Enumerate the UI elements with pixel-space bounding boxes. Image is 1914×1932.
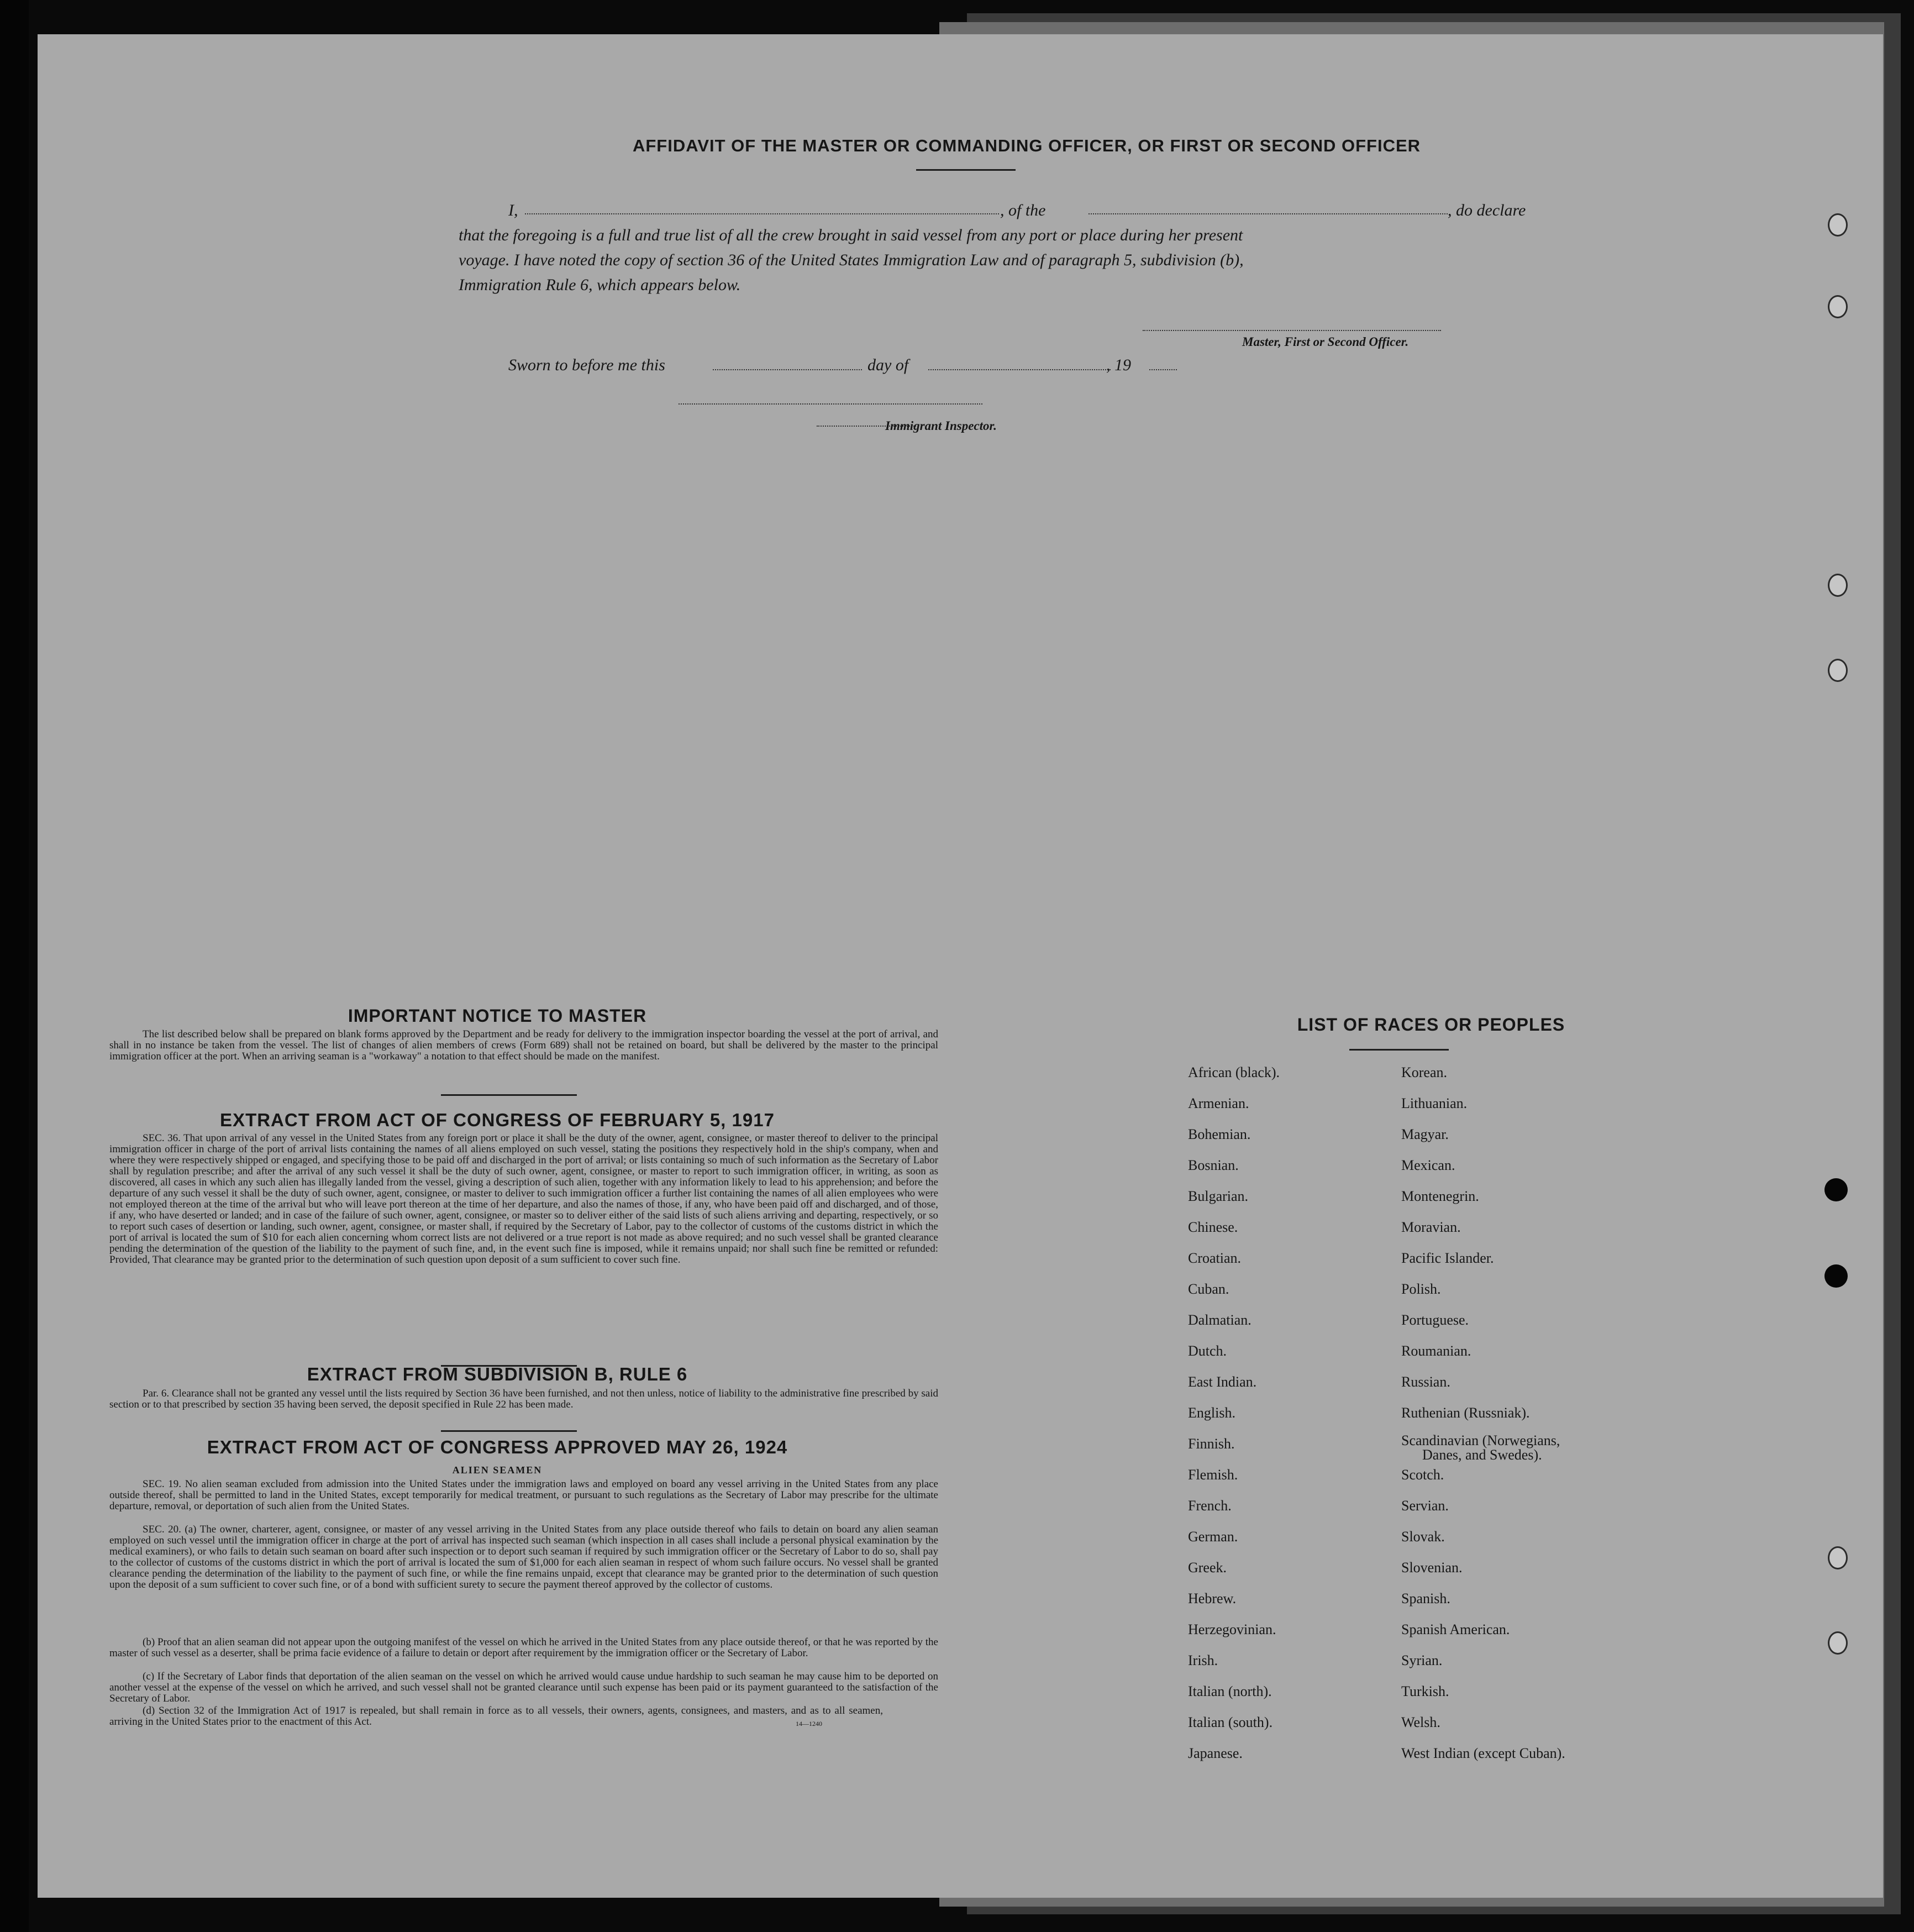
race-left-item: Italian (north). [1188, 1683, 1272, 1699]
inspector-signature-field[interactable] [679, 403, 982, 405]
binder-hole [1828, 574, 1848, 597]
signature-field[interactable] [1143, 330, 1441, 331]
rule6-rule [441, 1430, 577, 1432]
binder-hole-dark [1824, 1178, 1848, 1201]
race-right-item: Roumanian. [1401, 1343, 1471, 1359]
binder-hole-dark [1824, 1264, 1848, 1288]
race-left-item: Flemish. [1188, 1467, 1238, 1483]
race-right-item: Montenegrin. [1401, 1188, 1479, 1204]
race-right-item: Magyar. [1401, 1126, 1449, 1142]
extract-1924-sec19: SEC. 19. No alien seaman excluded from admission into the United States under the immigration laws and employed on board any vessel arriving in the United States from any place outside thereof, shall be permitted to land in the United States, except temporarily for medical treatment, or pursuant to such regulations as the Secretary of Labor may prescribe for the ultimate departure, removal, or deportation of such alien from the United States. [109, 1478, 938, 1512]
race-left-item: Herzegovinian. [1188, 1621, 1276, 1637]
affidavit-of-the: , of the [1000, 201, 1046, 219]
notice-rule [441, 1094, 577, 1096]
race-left-item: English. [1188, 1405, 1235, 1421]
inspector-label: Immigrant Inspector. [885, 419, 997, 433]
race-left-item: East Indian. [1188, 1374, 1257, 1390]
binder-hole [1828, 659, 1848, 682]
race-right-item: Portuguese. [1401, 1312, 1469, 1328]
race-left-item: French. [1188, 1498, 1232, 1514]
races-title: LIST OF RACES OR PEOPLES [1297, 1015, 1565, 1035]
affidavit-do-declare: , do declare [1448, 201, 1526, 219]
extract-1924-title: EXTRACT FROM ACT OF CONGRESS APPROVED MAY 26, 1924 [207, 1437, 788, 1457]
affidavit-line3: voyage. I have noted the copy of section 36 of the United States Immigration Law and of paragraph 5, subdivision (b), [459, 251, 1244, 269]
race-left-item: Croatian. [1188, 1250, 1242, 1266]
race-left-item: Bosnian. [1188, 1157, 1239, 1173]
document-page [38, 34, 1883, 1898]
vessel-field[interactable] [1089, 213, 1448, 214]
race-left-item: Hebrew. [1188, 1590, 1237, 1607]
rule6-text: Par. 6. Clearance shall not be granted any vessel until the lists required by Section 36 have been furnished, and not then unless, notice of liability to the administrative fine prescribed by said section or to that prescribed by section 35 having been served, the deposit specified in Rule 22 has been made. [109, 1388, 938, 1410]
race-right-item: Scandinavian (Norwegians, [1401, 1432, 1560, 1448]
rule6-title: EXTRACT FROM SUBDIVISION B, RULE 6 [307, 1364, 688, 1384]
affidavit-line1 [508, 200, 1547, 222]
form-number: 14—1240 [796, 1720, 822, 1728]
race-right-item: Scotch. [1401, 1467, 1444, 1483]
race-right-item: Mexican. [1401, 1157, 1455, 1173]
race-right-item-continuation: Danes, and Swedes). [1422, 1447, 1542, 1463]
affidavit-line4: Immigration Rule 6, which appears below. [459, 276, 741, 294]
sworn-prefix: Sworn to before me this [508, 356, 665, 374]
affidavit-i: I, [508, 201, 518, 219]
binder-hole [1828, 1631, 1848, 1655]
scan-border [0, 0, 29, 1932]
extract-1924-sec20d: (d) Section 32 of the Immigration Act of 1917 is repealed, but shall remain in force as to all vessels, their owners, agents, consignees, and masters, and as to all seamen, arriving in the United States prior to the enactment of this Act. [109, 1705, 883, 1728]
race-left-item: Japanese. [1188, 1745, 1243, 1761]
race-right-item: Pacific Islander. [1401, 1250, 1494, 1266]
race-right-item: Spanish American. [1401, 1621, 1510, 1637]
race-left-item: Greek. [1188, 1560, 1227, 1576]
race-right-item: Slovak. [1401, 1529, 1445, 1545]
race-left-item: Irish. [1188, 1652, 1218, 1668]
sworn-year: , 19 [1106, 356, 1131, 374]
extract-1917-text: SEC. 36. That upon arrival of any vessel in the United States from any foreign port or place it shall be the duty of the owner, agent, consignee, or master thereof to deliver to the principal immigration officer in charge of the port of arrival lists containing the names of all aliens employed on such vessel, stating the positions they respectively hold in the ship's company, when and where they were respectively shipped or engaged, and specifying those to be paid off and discharged in the port of arrival; or lists containing so much of such information as the Secretary of Labor shall by regulation prescribe; and after the arrival of any such vessel it shall be the duty of such owner, agent, consignee, or master to report to such immigration officer, in writing, as soon as discovered, all cases in which any such alien has illegally landed from the vessel, giving a description of such alien, together with any information likely to lead to his apprehension; and before the departure of any such vessel it shall be the duty of such owner, agent, consignee, or master to deliver to such immigration officer a further list containing the names of all alien employees who were not employed thereon at the time of the arrival but who will leave port thereon at the time of her departure, and also the names of those, if any, who have been paid off and discharged, and of those, if any, who have deserted or landed; and in case of the failure of such owner, agent, consignee, or master so to deliver either of the said lists of such aliens arriving and departing, respectively, or so to report such cases of desertion or landing, such owner, agent, consignee, or master shall, if required by the Secretary of Labor, pay to the collector of customs of the customs district in which the port of arrival is located the sum of $10 for each alien concerning whom correct lists are not delivered or a true report is not made as above required; and no such vessel shall be granted clearance pending the determination of the question of the liability to the payment of such fine, and, in the event such fine is imposed, while it remains unpaid; nor shall such fine be remitted or refunded: Provided, That clearance may be granted prior to the determination of such question upon deposit of a sum sufficient to cover such fine. [109, 1132, 938, 1266]
races-title-rule [1349, 1049, 1449, 1051]
signature-label: Master, First or Second Officer. [1242, 335, 1409, 349]
notice-text: The list described below shall be prepared on blank forms approved by the Department and be ready for delivery to the immigration inspector boarding the vessel at the port of arrival, and shall in no instance be taken from the vessel. The list of changes of alien members of crews (Form 689) shall not be retained on board, but shall be delivered by the master to the principal immigration officer at the port. When an arriving seaman is a "workaway" a notation to that effect should be made on the manifest. [109, 1028, 938, 1062]
sworn-day-of: day of [867, 356, 909, 374]
race-right-item: Servian. [1401, 1498, 1449, 1514]
race-left-item: Cuban. [1188, 1281, 1229, 1297]
race-right-item: Moravian. [1401, 1219, 1461, 1235]
extract-1917-title: EXTRACT FROM ACT OF CONGRESS OF FEBRUARY 5, 1917 [220, 1110, 775, 1130]
extract-1924-sec20b: (b) Proof that an alien seaman did not appear upon the outgoing manifest of the vessel on which he arrived in the United States from any place outside thereof, or that he was reported by the master of such vessel as a deserter, shall be prima facie evidence of a failure to detain or deport after requirement by the immigration officer or the Secretary of Labor. [109, 1636, 938, 1659]
race-left-item: Dalmatian. [1188, 1312, 1252, 1328]
race-left-item: Bulgarian. [1188, 1188, 1249, 1204]
race-left-item: Dutch. [1188, 1343, 1227, 1359]
race-right-item: Turkish. [1401, 1683, 1449, 1699]
affidavit-title-rule [916, 169, 1016, 171]
race-left-item: Italian (south). [1188, 1714, 1273, 1730]
race-right-item: West Indian (except Cuban). [1401, 1745, 1565, 1761]
race-left-item: Armenian. [1188, 1095, 1249, 1111]
race-right-item: Korean. [1401, 1064, 1448, 1080]
affidavit-line2: that the foregoing is a full and true list of all the crew brought in said vessel from any port or place during her present [459, 226, 1243, 244]
sworn-line [508, 355, 1227, 377]
sworn-month-field[interactable] [928, 369, 1111, 370]
race-right-item: Spanish. [1401, 1590, 1450, 1607]
binder-hole [1828, 1546, 1848, 1569]
sworn-day-field[interactable] [713, 369, 862, 370]
extract-1924-subtitle: ALIEN SEAMEN [452, 1464, 543, 1476]
binder-hole [1828, 295, 1848, 318]
notice-title: IMPORTANT NOTICE TO MASTER [348, 1006, 647, 1026]
race-left-item: German. [1188, 1529, 1238, 1545]
extract-1924-sec20c: (c) If the Secretary of Labor finds that deportation of the alien seaman on the vessel on which he arrived would cause undue hardship to such seaman he may cause him to be deported on another vessel at the expense of the vessel on which he arrived, and such vessel shall not be granted clearance until such expense has been paid or its payment guaranteed to the satisfaction of the Secretary of Labor. [109, 1671, 938, 1704]
race-right-item: Polish. [1401, 1281, 1441, 1297]
race-right-item: Russian. [1401, 1374, 1450, 1390]
extract-1924-sec20a: SEC. 20. (a) The owner, charterer, agent, consignee, or master of any vessel arriving in the United States from any place outside thereof who fails to detain on board any alien seaman employed on such vessel until the immigration officer in charge at the port of arrival has inspected such seaman (which inspection in all cases shall include a personal physical examination by the medical examiners), or who fails to detain such seaman on board after such inspection or to deport such seaman if required by such immigration officer or the Secretary of Labor to do so, shall pay to the collector of customs of the customs district in which the port of arrival is located the sum of $1,000 for each alien seaman in respect of whom such failure occurs. No vessel shall be granted clearance pending the determination of the liability to the payment of such fine, or while the fine remains unpaid, except that clearance may be granted prior to the determination of such question upon the deposit of a sum sufficient to cover such fine, or of a bond with sufficient surety to secure the payment thereof approved by the collector of customs. [109, 1524, 938, 1590]
sworn-year-field[interactable] [1149, 369, 1177, 370]
race-right-item: Lithuanian. [1401, 1095, 1468, 1111]
affidavit-title: AFFIDAVIT OF THE MASTER OR COMMANDING OFFICER, OR FIRST OR SECOND OFFICER [632, 136, 1421, 155]
race-left-item: Finnish. [1188, 1436, 1235, 1452]
race-left-item: Bohemian. [1188, 1126, 1251, 1142]
race-right-item: Ruthenian (Russniak). [1401, 1405, 1530, 1421]
binder-hole [1828, 213, 1848, 237]
name-field[interactable] [525, 213, 999, 214]
race-right-item: Slovenian. [1401, 1560, 1463, 1576]
race-right-item: Syrian. [1401, 1652, 1443, 1668]
race-left-item: African (black). [1188, 1064, 1280, 1080]
race-left-item: Chinese. [1188, 1219, 1238, 1235]
race-right-item: Welsh. [1401, 1714, 1440, 1730]
